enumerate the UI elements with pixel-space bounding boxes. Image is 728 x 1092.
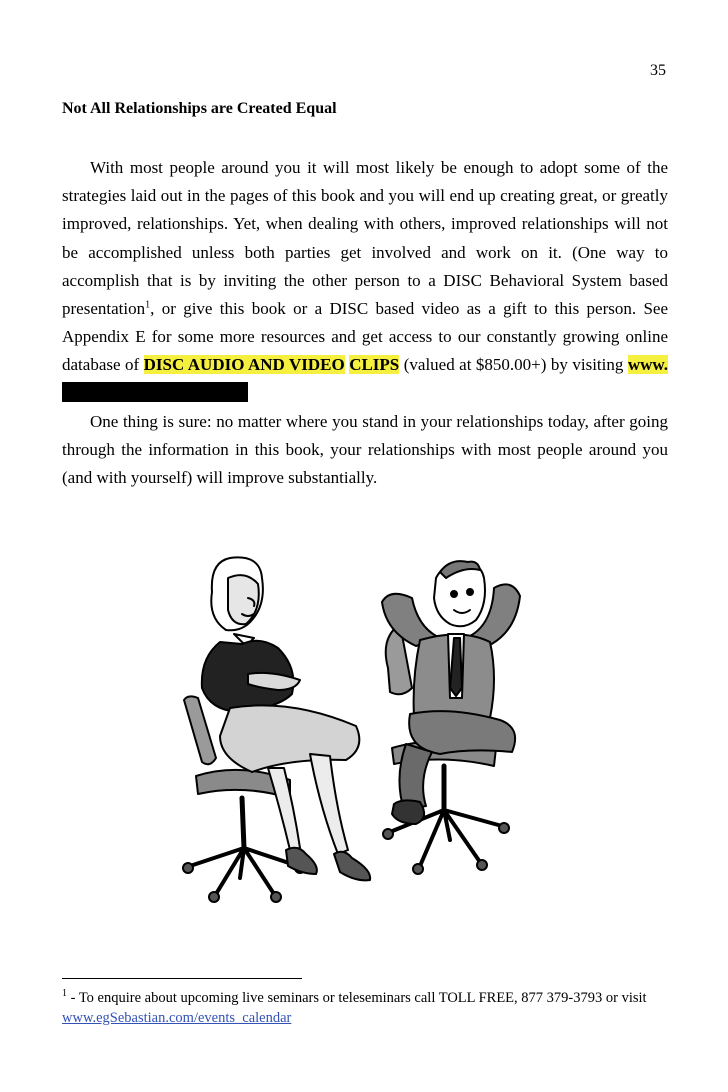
woman-figure: [202, 557, 370, 880]
page-number: 35: [650, 62, 666, 79]
footnote: [62, 988, 672, 1028]
paragraph-1-part-3: (valued at $850.00+) by visiting: [399, 355, 628, 375]
two-people-sitting-illustration: [150, 548, 540, 906]
footnote-divider: [62, 978, 302, 979]
highlight-disc-audio-video: DISC AUDIO AND VIDEO: [143, 355, 345, 375]
highlight-clips: CLIPS: [349, 355, 400, 375]
paragraph-1-part-1: With most people around you it will most likely be enough to adopt some of the strategies laid out in the pages of this book and you will end up creating great, or greatly improved, relationships. Yet, when dealing with others, improved relationships will not be accomplished unless both parties get involved and work on it. (One way to accomplish that is by inviting the other person to a DISC Behavioral System based presentation: [62, 158, 668, 319]
section-heading: Not All Relationships are Created Equal: [62, 100, 337, 117]
paragraph-2: One thing is sure: no matter where you stand in your relationships today, after going through the information in this book, your relationships with most people around you (and with yourself) will improve substantially.: [62, 411, 668, 488]
footnote-reference: 1: [145, 299, 151, 311]
body-text: [62, 154, 668, 492]
footnote-marker: 1: [62, 988, 67, 1000]
paragraph-1: [62, 154, 668, 408]
footnote-text: - To enquire about upcoming live seminars or teleseminars call TOLL FREE, 877 379-3793 or visit: [67, 990, 647, 1006]
redacted-url-block: [62, 382, 248, 402]
events-calendar-link[interactable]: www.egSebastian.com/events_calendar: [62, 1010, 292, 1026]
website-link-prefix: www.: [627, 355, 668, 375]
paragraph-1-part-2: , or give this book or a DISC based video as a gift to this person. See Appendix E for some more resources and get access to our constantly growing online database of: [62, 299, 668, 375]
